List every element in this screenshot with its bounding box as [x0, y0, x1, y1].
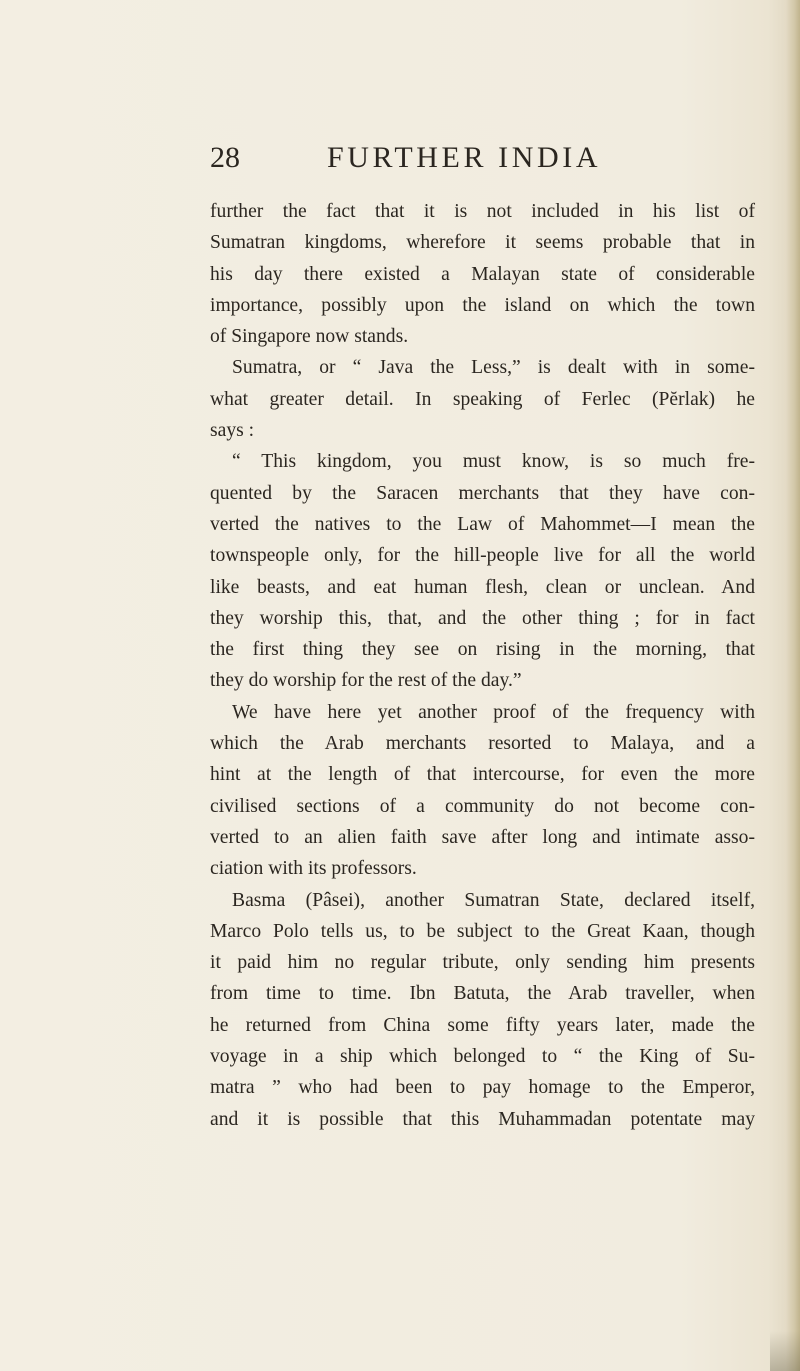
- running-title: FURTHER INDIA: [327, 141, 602, 174]
- page-edge-shadow: [786, 0, 800, 1371]
- text-line: hint at the length of that intercourse, for even the more: [210, 764, 755, 786]
- text-line: it paid him no regular tribute, only sending him presents: [210, 952, 755, 974]
- text-line: Sumatran kingdoms, wherefore it seems probable that in: [210, 232, 755, 254]
- text-line: like beasts, and eat human flesh, clean or unclean. And: [210, 576, 755, 598]
- text-line: his day there existed a Malayan state of considerable: [210, 263, 755, 285]
- text-line: further the fact that it is not included in his list of: [210, 201, 755, 222]
- text-line: the first thing they see on rising in the morning, that: [210, 639, 755, 661]
- text-line: they worship this, that, and the other thing ; for in fact: [210, 607, 755, 629]
- text-line: matra ” who had been to pay homage to the Emperor,: [210, 1077, 755, 1099]
- text-line: he returned from China some fifty years later, made the: [210, 1014, 755, 1036]
- text-line: verted to an alien faith save after long and intimate asso-: [210, 826, 755, 848]
- text-line: what greater detail. In speaking of Ferlec (Pĕrlak) he: [210, 388, 755, 410]
- text-line: says :: [210, 420, 255, 442]
- text-line: We have here yet another proof of the frequency with: [232, 701, 755, 723]
- text-line: quented by the Saracen merchants that they have con-: [210, 482, 755, 504]
- text-line: townspeople only, for the hill-people live for all the world: [210, 545, 755, 567]
- text-line: voyage in a ship which belonged to “ the King of Su-: [210, 1046, 755, 1068]
- text-line: which the Arab merchants resorted to Malaya, and a: [210, 733, 755, 755]
- text-line: verted the natives to the Law of Mahommet—I mean the: [210, 513, 755, 535]
- text-line: they do worship for the rest of the day.”: [210, 670, 522, 692]
- text-line: Basma (Pâsei), another Sumatran State, declared itself,: [232, 889, 755, 911]
- page-number: 28: [210, 141, 240, 174]
- body-text: [210, 196, 755, 1135]
- page-header: [210, 138, 670, 178]
- text-line: “ This kingdom, you must know, is so much fre-: [232, 451, 755, 473]
- page-corner-shadow: [770, 1331, 800, 1371]
- text-line: of Singapore now stands.: [210, 326, 409, 348]
- text-line: importance, possibly upon the island on which the town: [210, 294, 755, 316]
- text-line: Marco Polo tells us, to be subject to the Great Kaan, though: [210, 920, 755, 942]
- text-line: ciation with its professors.: [210, 858, 417, 880]
- text-line: Sumatra, or “ Java the Less,” is dealt with in some-: [232, 357, 755, 379]
- text-line: from time to time. Ibn Batuta, the Arab traveller, when: [210, 983, 755, 1005]
- text-line: civilised sections of a community do not become con-: [210, 795, 755, 817]
- text-line: and it is possible that this Muhammadan potentate may: [210, 1108, 755, 1130]
